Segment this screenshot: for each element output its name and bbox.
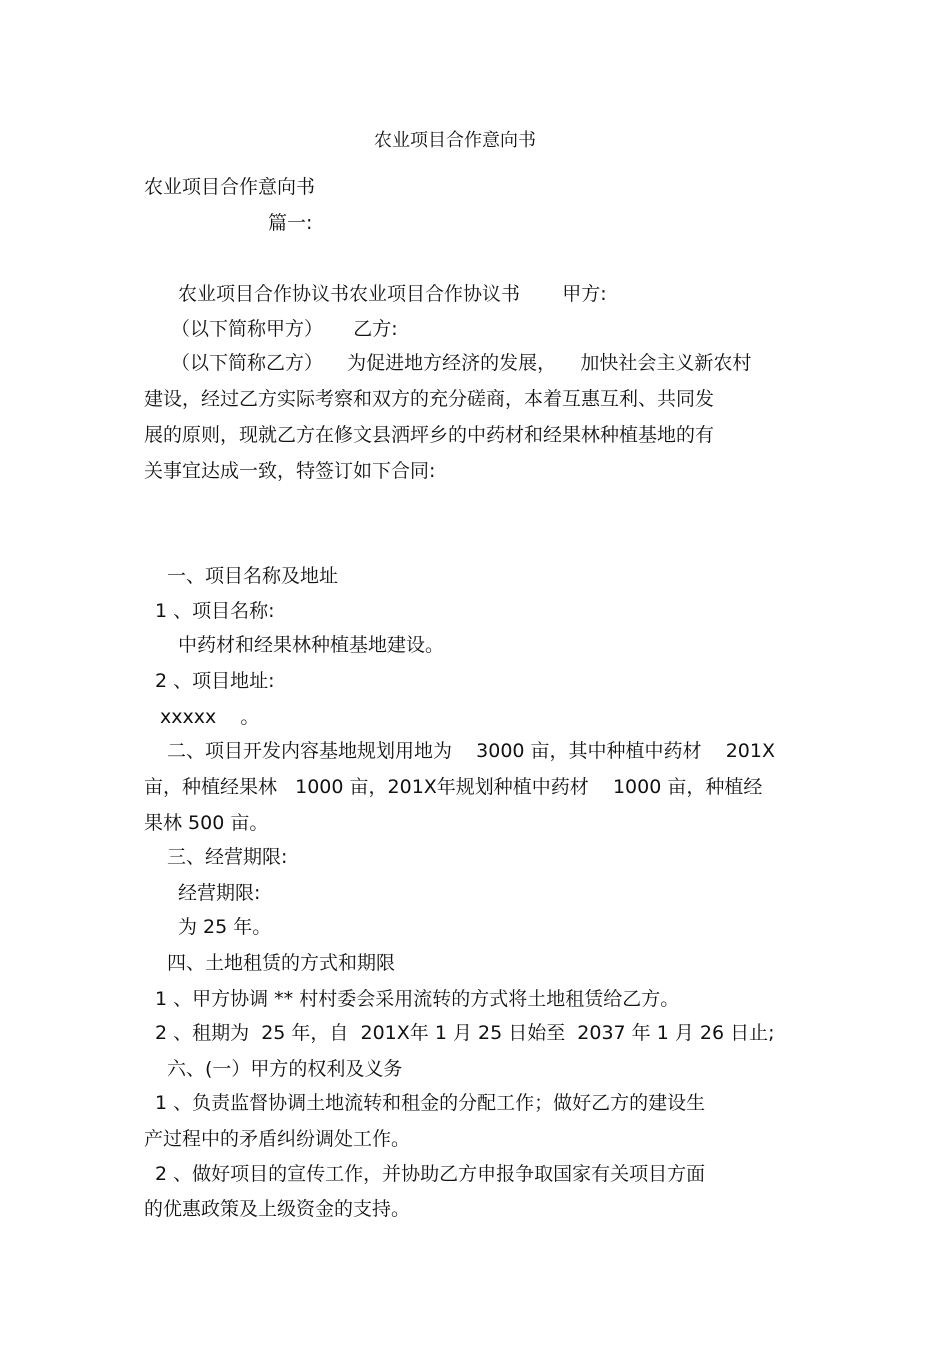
section-line: 1 、项目名称: — [155, 600, 275, 622]
section-line: 产过程中的矛盾纠纷调处工作。 — [144, 1128, 411, 1150]
section-line: 中药材和经果林种植基地建设。 — [178, 634, 445, 656]
section-heading: 三、经营期限: — [167, 846, 288, 868]
section-line: 的优惠政策及上级资金的支持。 — [144, 1198, 411, 1220]
section-heading: 六、(一）甲方的权利及义务 — [167, 1058, 403, 1080]
section-line: 2 、做好项目的宣传工作，并协助乙方申报争取国家有关项目方面 — [155, 1163, 706, 1185]
section-line: 亩，种植经果林 1000 亩，201X年规划种植中药材 1000 亩，种植经 — [144, 776, 763, 798]
section-line: 1 、负责监督协调土地流转和租金的分配工作；做好乙方的建设生 — [155, 1092, 706, 1114]
intro-line: （以下简称乙方） 为促进地方经济的发展， 加快社会主义新农村 — [171, 352, 752, 374]
section-line: 2 、租期为 25 年，自 201X年 1 月 25 日始至 2037 年 1 月 26 日止; — [155, 1022, 775, 1044]
intro-line: 农业项目合作协议书农业项目合作协议书 甲方: — [178, 283, 607, 305]
section-heading: 一、项目名称及地址 — [167, 565, 339, 587]
section-line: 为 25 年。 — [178, 916, 272, 938]
heading: 农业项目合作意向书 — [144, 176, 316, 198]
document-title: 农业项目合作意向书 — [374, 130, 536, 151]
intro-line: （以下简称甲方） 乙方: — [171, 318, 398, 340]
piece-label: 篇一: — [268, 212, 313, 234]
intro-line: 建设，经过乙方实际考察和双方的充分磋商，本着互惠互利、共同发 — [144, 388, 715, 410]
intro-line: 关事宜达成一致，特签订如下合同: — [144, 460, 436, 482]
section-heading: 二、项目开发内容基地规划用地为 3000 亩，其中种植中药材 201X — [167, 740, 775, 762]
section-line: 2 、项目地址: — [155, 670, 275, 692]
section-line: 1 、甲方协调 ** 村村委会采用流转的方式将土地租赁给乙方。 — [155, 988, 680, 1010]
section-line: xxxxx 。 — [160, 706, 260, 728]
intro-line: 展的原则，现就乙方在修文县洒坪乡的中药材和经果林种植基地的有 — [144, 424, 715, 446]
section-heading: 四、土地租赁的方式和期限 — [167, 952, 396, 974]
section-line: 经营期限: — [178, 882, 261, 904]
section-line: 果林 500 亩。 — [144, 812, 269, 834]
